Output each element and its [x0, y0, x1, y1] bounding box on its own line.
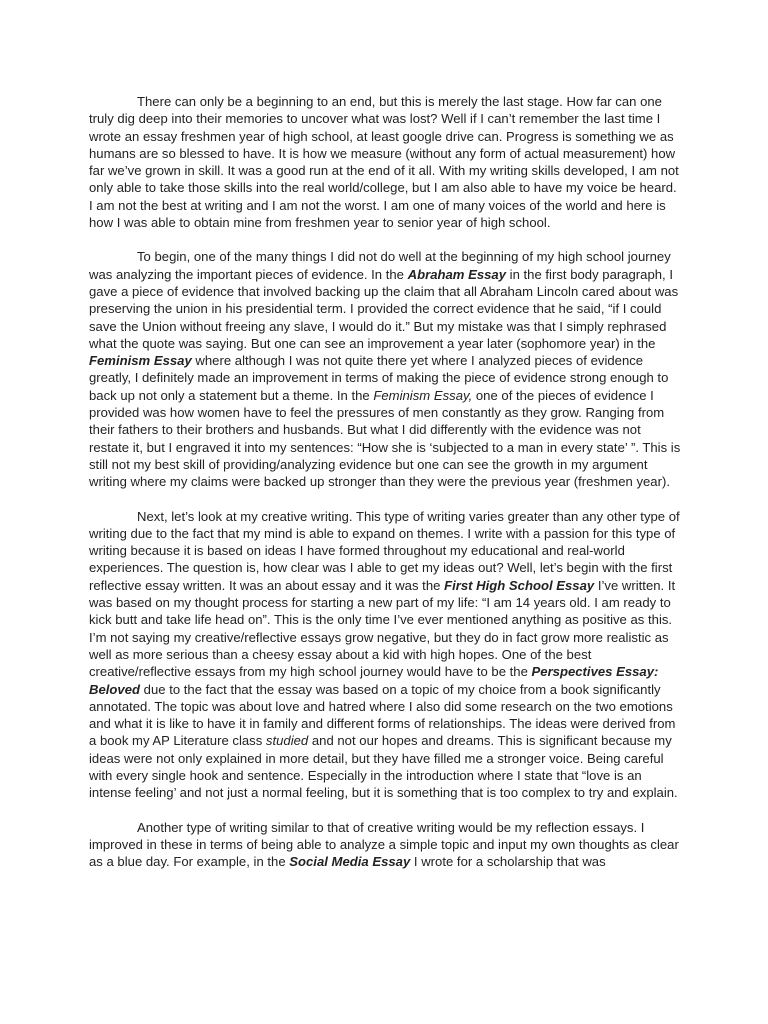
emphasized-title: Feminism Essay, — [373, 387, 473, 403]
paragraph-text: due to the fact that the essay was based on a topic of my choice from a book significantly annotated. The topic was about love and hatred where I also did some research on the two emotions and what it is like to have it in family and different forms of relationships. The ideas were derived from a book my AP Literature class — [89, 681, 676, 749]
paragraph-text: where although I was not quite there yet where I analyzed pieces of evidence greatly, I definitely made an improvement in terms of making the piece of evidence strong enough to back up not only a statement but a theme. In the — [89, 353, 669, 403]
paragraph-text: and not our hopes and dreams. This is significant because my ideas were not only explained in more detail, but they have filled me a stronger voice. Being careful with every single hook and sentence. Especially in the introduction where I state that “love is an intense feeling’ and not just a normal feeling, but it is something that is too complex to try and explain. — [89, 733, 678, 801]
emphasized-title: Abraham Essay — [407, 266, 507, 282]
paragraph-text: There can only be a beginning to an end, but this is merely the last stage. How far can one truly dig deep into their memories to uncover what was lost? Well if I can’t remember the last time I wrote an essay freshmen year of high school, at least google drive can. Progress is something we as humans are so blessed to have. It is how we measure (without any form of actual measurement) how far we’ve grown in skill. It was a good run at the end of it all. With my writing skills developed, I am not only able to take those skills into the real world/college, but I am also able to have my voice be heard. I am not the best at writing and I am not the worst. I am one of many voices of the world and here is how I was able to obtain mine from freshmen year to senior year of high school. — [89, 94, 679, 231]
body-paragraph — [89, 508, 682, 802]
emphasized-title: Feminism Essay — [89, 353, 192, 369]
paragraph-text: one of the pieces of evidence I provided was how women have to feel the pressures of men constantly as they grow. Ranging from their fathers to their brothers and husbands. But what I did differently with the evidence was not restate it, but I engraved it into my sentences: “How she is ‘subjected to a man in every state’ ”. This is still not my best skill of providing/analyzing evidence but one can see the growth in my argument writing where my claims were backed up stronger than they were the previous year (freshmen year). — [89, 387, 681, 490]
body-paragraph — [89, 93, 682, 231]
body-paragraph — [89, 819, 682, 871]
emphasized-title: Perspectives Essay: Beloved — [89, 664, 659, 697]
emphasized-title: Social Media Essay — [289, 854, 411, 870]
paragraph-text: Another type of writing similar to that of creative writing would be my reflection essays. I improved in these in terms of being able to analyze a simple topic and input my own thoughts as clear as a blue day. For example, in the — [89, 819, 679, 870]
paragraph-text: Next, let’s look at my creative writing. This type of writing varies greater than any other type of writing due to the fact that my mind is able to expand on themes. I write with a passion for this type of writing because it is based on ideas I have formed throughout my educational and real-world experiences. The question is, how clear was I able to get my ideas out? Well, let’s begin with the first reflective essay written. It was an about essay and it was the — [89, 508, 680, 593]
emphasized-title: First High School Essay — [444, 577, 595, 593]
paragraph-text: I wrote for a scholarship that was — [410, 854, 606, 870]
document-body — [89, 93, 682, 870]
emphasized-title: studied — [265, 733, 309, 749]
paragraph-text: To begin, one of the many things I did not do well at the beginning of my high school journey was analyzing the important pieces of evidence. In the — [89, 249, 671, 282]
paragraph-text: in the first body paragraph, I gave a piece of evidence that involved backing up the claim that all Abraham Lincoln cared about was preserving the union in his presidential term. I provided the correct evidence that he said, “if I could save the Union without freeing any slave, I would do it.” But my mistake was that I simply rephrased what the quote was saying. But one can see an improvement a year later (sophomore year) in the — [89, 266, 679, 351]
body-paragraph — [89, 248, 682, 490]
paragraph-text: I’ve written. It was based on my thought process for starting a new part of my life: “I am 14 years old. I am ready to kick butt and take life head on”. This is the only time I’ve ever mentioned anything as positive as this. I’m not saying my creative/reflective essays grow negative, but they do in fact grow more realistic as well as more serious than a cheesy essay about a kid with high hopes. One of the best creative/reflective essays from my high school journey would have to be the — [89, 577, 676, 680]
